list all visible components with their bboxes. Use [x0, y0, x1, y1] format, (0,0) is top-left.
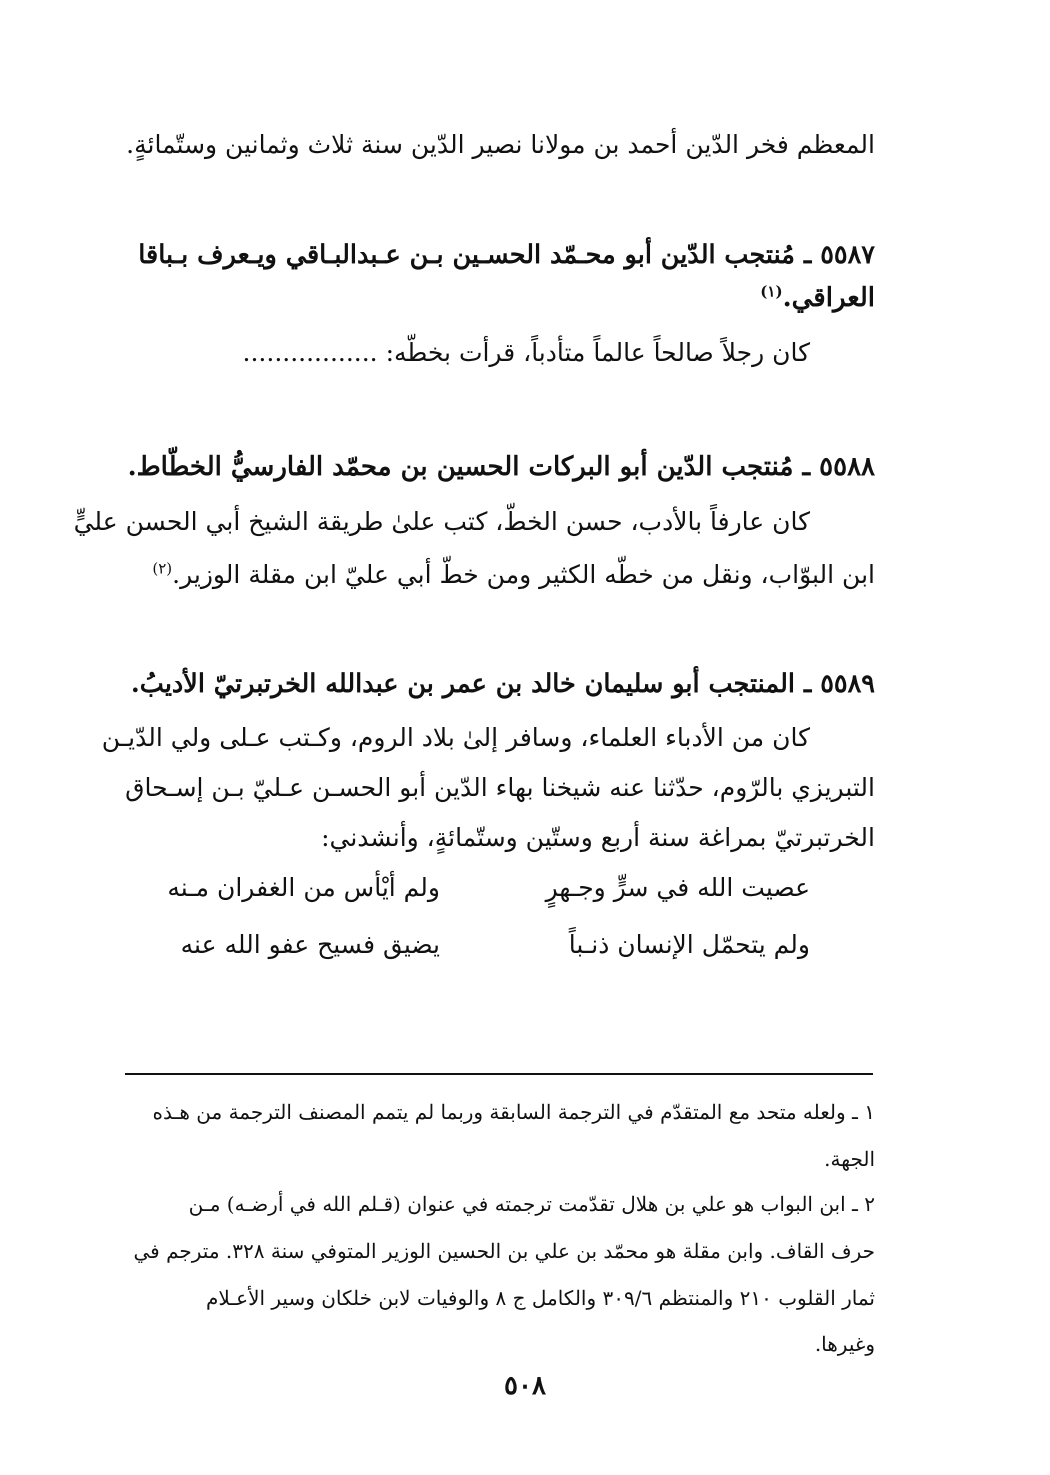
footnote-2-line: ٢ ـ ابن البواب هو علي بن هلال تقدّمت ترجمته في عنوان (قـلم الله في أرضـه) مـن	[188, 1192, 875, 1216]
entry-5589-body-line: الخرتبرتيّ بمراغة سنة أربع وستّين وستّمائةٍ، وأنشدني:	[321, 823, 875, 852]
footnote-separator	[125, 1073, 873, 1075]
verse-second-hemistich: ولم أيْأس من الغفران مـنه	[167, 873, 440, 902]
entry-5588-heading: ٥٥٨٨ ـ مُنتجب الدّين أبو البركات الحسين بن محمّد الفارسيُّ الخطّاط.	[127, 452, 875, 482]
entry-5587-heading: ٥٥٨٧ ـ مُنتجب الدّين أبو محـمّد الحسـين بـن عـبدالبـاقي ويـعرف بـباقا	[138, 240, 875, 270]
footnote-ref-1: (١)	[760, 282, 783, 301]
entry-5588-body-line	[152, 555, 875, 595]
footnote-1-line: ١ ـ ولعله متحد مع المتقدّم في الترجمة السابقة وربما لم يتمم المصنف الترجمة من هـذه	[152, 1100, 875, 1124]
footnote-ref-2: (٢)	[152, 559, 173, 578]
continuation-line: المعظم فخر الدّين أحمد بن مولانا نصير الدّين سنة ثلاث وثمانين وستّمائةٍ.	[126, 130, 875, 159]
entry-5588-body-text: ابن البوّاب، ونقل من خطّه الكثير ومن خطّ أبي عليّ ابن مقلة الوزير.	[172, 560, 875, 589]
footnote-1-line: الجهة.	[824, 1147, 875, 1171]
verse-first-hemistich: عصيت الله في سرٍّ وجـهرٍ	[545, 873, 810, 902]
page-number: ٥٠٨	[504, 1371, 546, 1401]
entry-5587-heading-continued	[760, 278, 875, 318]
verse-first-hemistich: ولم يتحمّل الإنسان ذنـباً	[568, 930, 810, 959]
footnote-2-line: ثمار القلوب ٢١٠ والمنتظم ٣٠٩/٦ والكامل ج ٨ والوفيات لابن خلكان وسير الأعـلام	[205, 1286, 875, 1310]
footnote-2-line: وغيرها.	[814, 1332, 875, 1356]
verse-second-hemistich: يضيق فسيح عفو الله عنه	[180, 930, 440, 959]
entry-5589-body-line: كان من الأدباء العلماء، وسافر إلىٰ بلاد الروم، وكـتب عـلى ولي الدّيـن	[101, 723, 810, 752]
entry-5587-heading-text: العراقي.	[782, 283, 875, 313]
entry-5589-body-line: التبريزي بالرّوم، حدّثنا عنه شيخنا بهاء الدّين أبو الحسـن عـليّ بـن إسـحاق	[125, 773, 875, 802]
entry-5587-body: كان رجلاً صالحاً عالماً متأدباً، قرأت بخطّه: .................	[242, 338, 810, 367]
entry-5589-heading: ٥٥٨٩ ـ المنتجب أبو سليمان خالد بن عمر بن عبدالله الخرتبرتيّ الأديبُ.	[130, 669, 875, 699]
entry-5588-body-line: كان عارفاً بالأدب، حسن الخطّ، كتب علىٰ طريقة الشيخ أبي الحسن عليٍّ	[73, 507, 810, 536]
footnote-2-line: حرف القاف. وابن مقلة هو محمّد بن علي بن الحسين الوزير المتوفي سنة ٣٢٨. مترجم في	[133, 1239, 875, 1263]
